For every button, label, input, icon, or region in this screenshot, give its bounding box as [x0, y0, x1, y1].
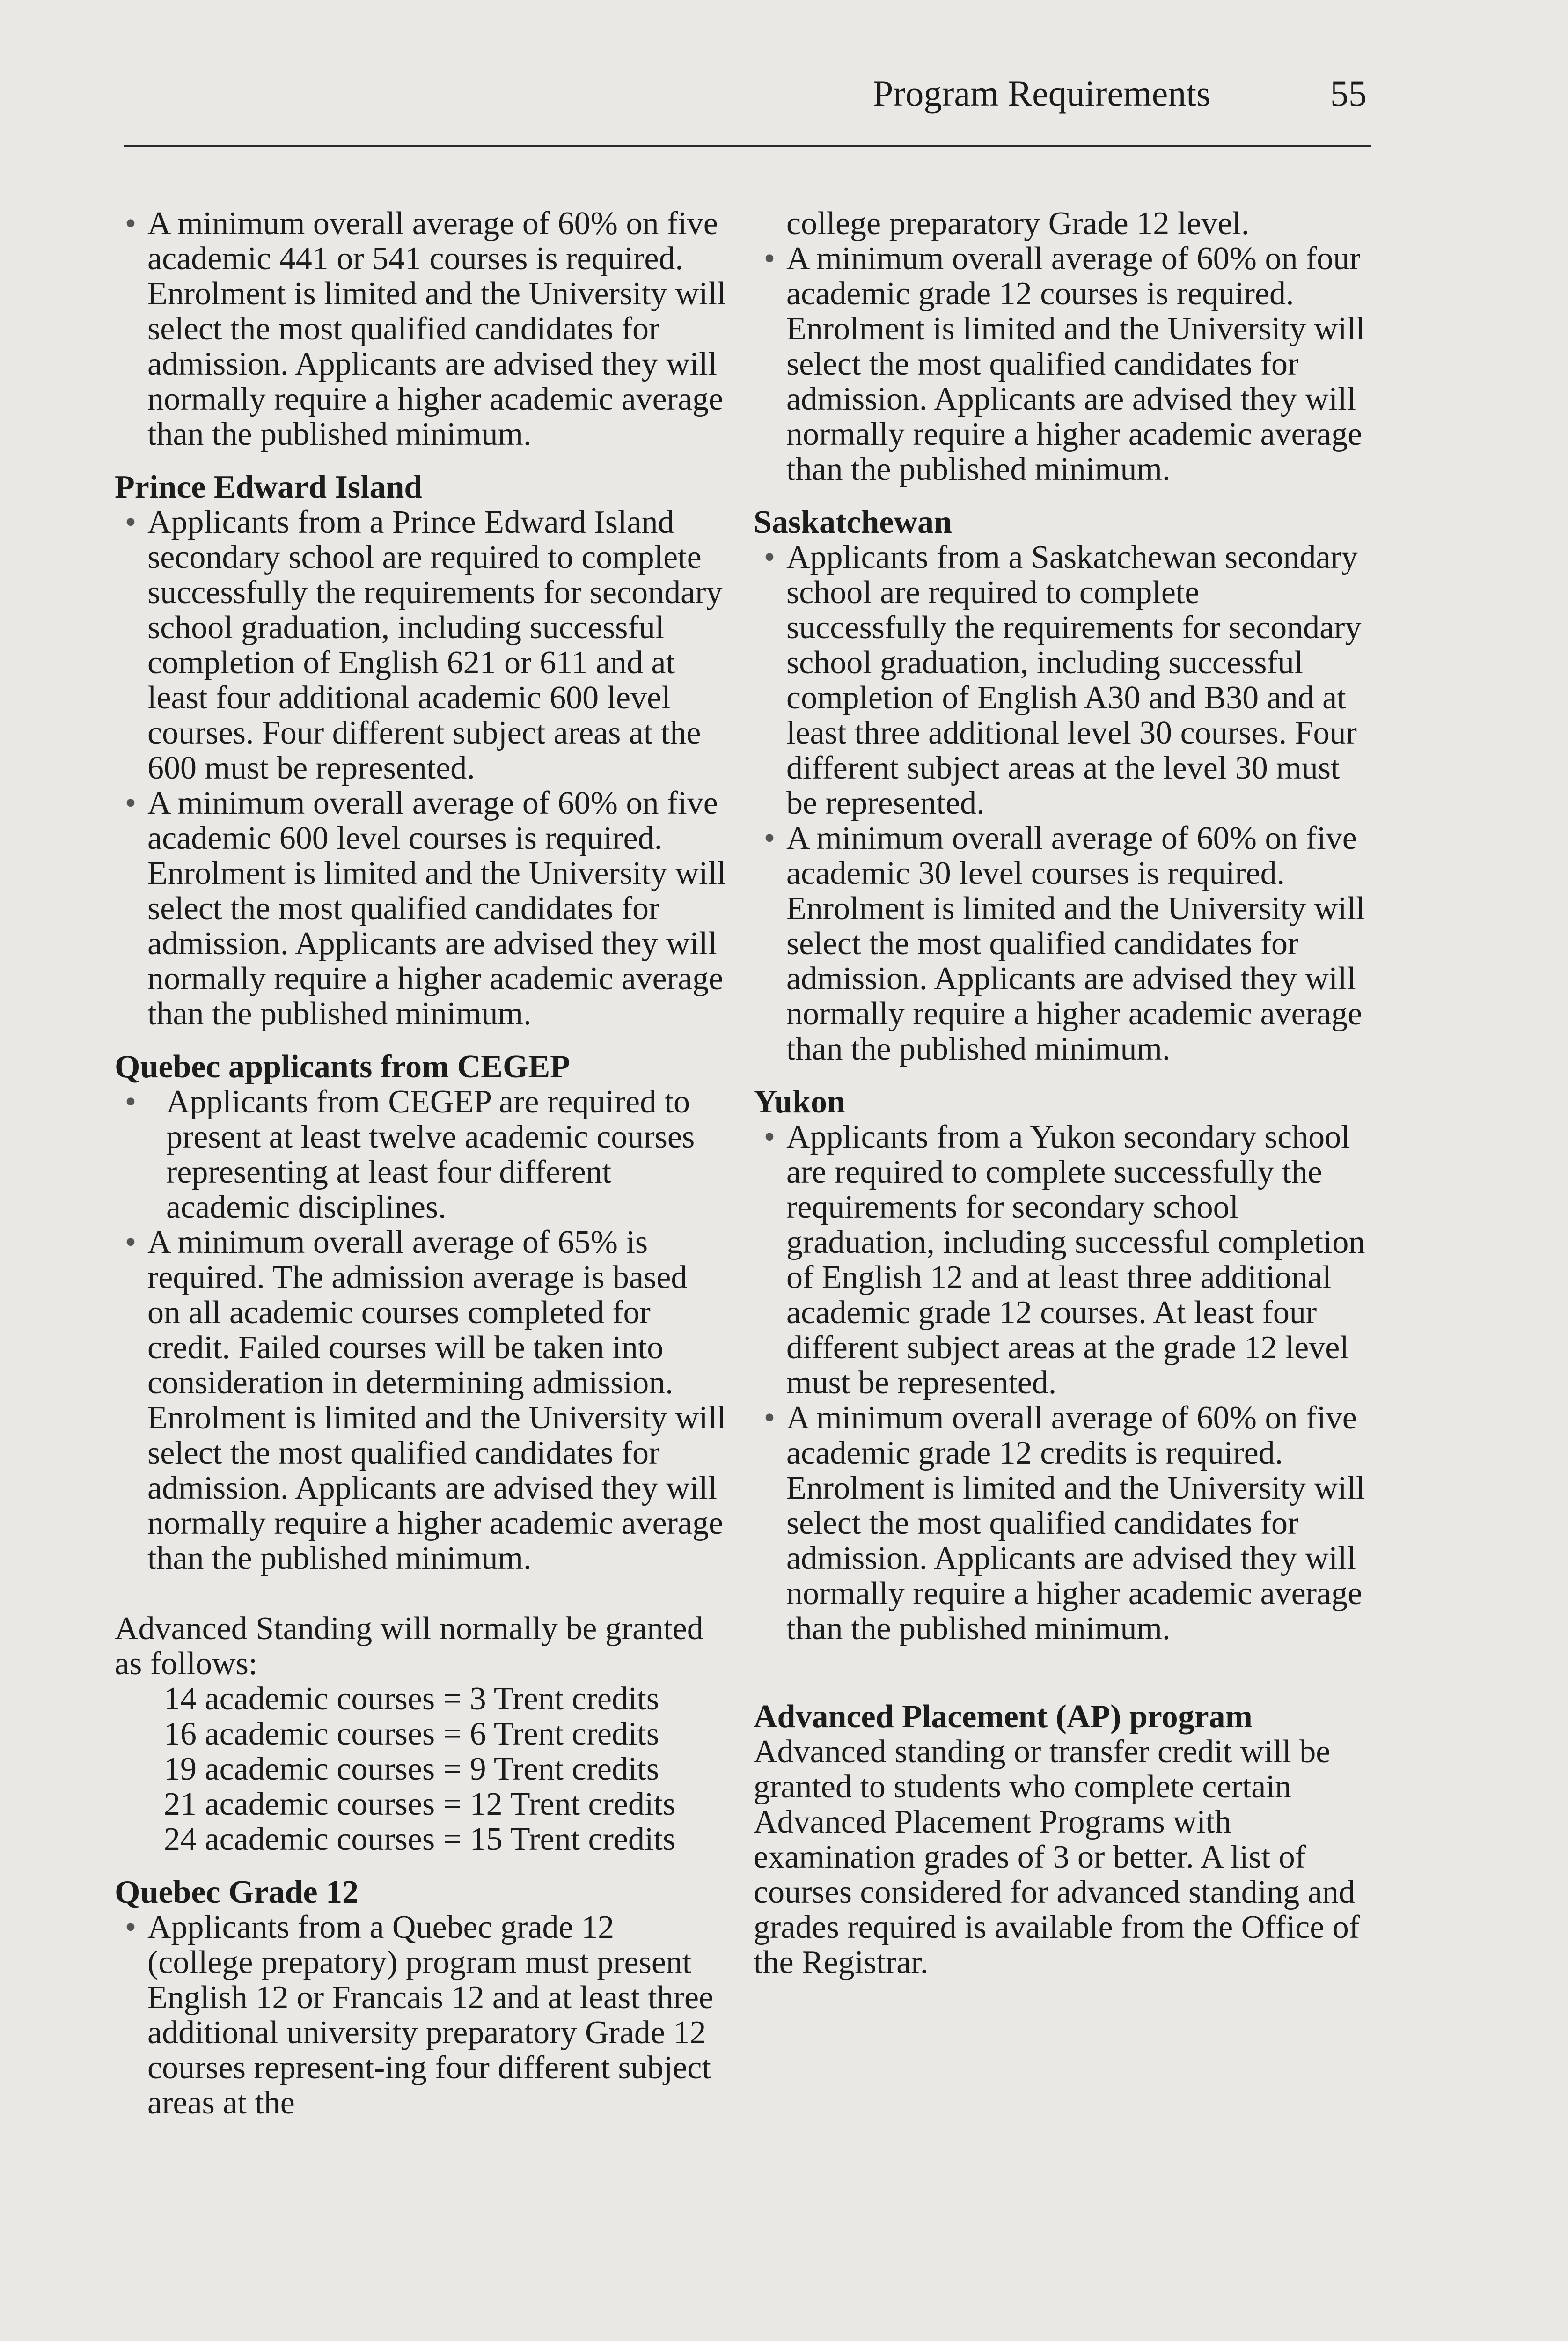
section-heading-saskatchewan: Saskatchewan — [754, 504, 952, 540]
running-title: Program Requirements — [873, 73, 1211, 114]
credits-row: 19 academic courses = 9 Trent credits — [164, 1751, 659, 1787]
list-item: • Applicants from CEGEP are required to present at least twelve academic courses representing at least four different academic disciplines. — [115, 1084, 728, 1225]
bullet-icon: • — [763, 241, 776, 277]
list-item: • A minimum overall average of 60% on five academic 441 or 541 courses is required. Enrolment is limited and the University will select the most qualified candidates for admission. Applicants are advised they will normally require a higher academic average than the published minimum. — [115, 206, 728, 452]
list-item: • A minimum overall average of 60% on five academic 600 level courses is required. Enrolment is limited and the University will select the most qualified candidates for admission. Applicants are advised they will normally require a higher academic average than the published minimum. — [115, 786, 728, 1031]
bullet-icon: • — [125, 785, 137, 821]
list-item: • Applicants from a Quebec grade 12 (college prepatory) program must present English 12 or Francais 12 and at least three additional university preparatory Grade 12 courses represent-ing four different subject areas at the — [115, 1910, 728, 2120]
bullet-icon: • — [125, 1224, 137, 1260]
list-item: • Applicants from a Saskatchewan secondary school are required to complete successfully the requirements for secondary school graduation, including successful completion of English A30 and B30 and at least three additional level 30 courses. Four different subject areas at the level 30 must be represented. — [754, 540, 1367, 821]
list-item: • A minimum overall average of 65% is required. The admission average is based on all academic courses completed for credit. Failed courses will be taken into consideration in determining admission. Enrolment is limited and the University will select the most qualified candidates for admission. Applicants are advised they will normally require a higher academic average than the published minimum. — [115, 1225, 728, 1576]
bullet-icon: • — [125, 206, 137, 242]
credits-table — [115, 1681, 728, 1857]
advanced-standing-intro: Advanced Standing will normally be granted as follows: — [115, 1611, 703, 1682]
credits-row: 24 academic courses = 15 Trent credits — [164, 1821, 676, 1857]
credits-row: 16 academic courses = 6 Trent credits — [164, 1716, 659, 1752]
section-heading-pei: Prince Edward Island — [115, 469, 423, 505]
ap-body: Advanced standing or transfer credit will be granted to students who complete certain Advanced Placement Programs with examination grades of 3 or better. A list of courses considered for advanced standing and grades required is available from the Office of the Registrar. — [754, 1734, 1360, 1980]
continued-text: college preparatory Grade 12 level. — [786, 206, 1250, 242]
section-heading-quebec-grade-12: Quebec Grade 12 — [115, 1874, 359, 1910]
list-item: • A minimum overall average of 60% on five academic grade 12 credits is required. Enrolment is limited and the University will select the most qualified candidates for admission. Applicants are advised they will normally require a higher academic average than the published minimum. — [754, 1400, 1367, 1646]
bullet-icon: • — [763, 539, 776, 575]
page-number: 55 — [1330, 73, 1367, 114]
left-column — [115, 206, 728, 2120]
bullet-icon: • — [763, 1119, 776, 1155]
section-heading-yukon: Yukon — [754, 1084, 845, 1120]
credits-row: 14 academic courses = 3 Trent credits — [164, 1681, 659, 1717]
list-item: • A minimum overall average of 60% on four academic grade 12 courses is required. Enrolment is limited and the University will select the most qualified candidates for admission. Applicants are advised they will normally require a higher academic average than the published minimum. — [754, 241, 1367, 487]
bullet-icon: • — [763, 1400, 776, 1436]
section-heading-cegep: Quebec applicants from CEGEP — [115, 1049, 570, 1085]
list-item: • A minimum overall average of 60% on five academic 30 level courses is required. Enrolment is limited and the University will select the most qualified candidates for admission. Applicants are advised they will normally require a higher academic average than the published minimum. — [754, 821, 1367, 1067]
credits-row: 21 academic courses = 12 Trent credits — [164, 1786, 676, 1822]
list-item: • Applicants from a Yukon secondary school are required to complete successfully the requirements for secondary school graduation, including successful completion of English 12 and at least three additional academic grade 12 courses. At least four different subject areas at the grade 12 level must be represented. — [754, 1119, 1367, 1400]
section-heading-ap: Advanced Placement (AP) program — [754, 1699, 1253, 1735]
list-item: • Applicants from a Prince Edward Island secondary school are required to complete successfully the requirements for secondary school graduation, including successful completion of English 621 or 611 and at least four additional academic 600 level courses. Four different subject areas at the 600 must be represented. — [115, 505, 728, 786]
bullet-icon: • — [125, 504, 137, 540]
right-column — [754, 206, 1367, 1980]
page-header — [124, 66, 1371, 147]
bullet-icon: • — [125, 1909, 137, 1945]
bullet-icon: • — [125, 1084, 137, 1120]
bullet-icon: • — [763, 820, 776, 856]
